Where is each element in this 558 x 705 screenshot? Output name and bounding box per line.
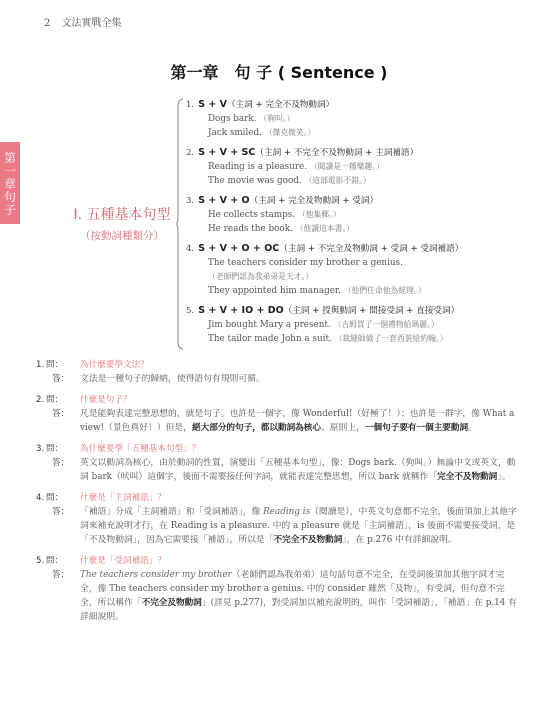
question-marker: 問： — [46, 556, 64, 566]
question-marker: 問： — [46, 395, 64, 405]
question-line — [36, 491, 522, 505]
pattern-number: 4. — [186, 244, 195, 254]
example-english: They appointed him manager. — [208, 286, 341, 296]
example-sentence — [186, 270, 516, 284]
example-english: Jim bought Mary a present. — [208, 320, 331, 330]
example-translation: （傑克微笑。） — [264, 128, 316, 137]
example-sentence — [186, 112, 516, 126]
question-text: 什麼是「受詞補語」？ — [80, 556, 166, 566]
answer-emphasis: 一個句子要有一個主要動詞 — [364, 423, 469, 433]
pattern-number: 3. — [186, 196, 195, 206]
pattern-item — [186, 194, 516, 236]
answer-emphasis: 不完全不及物動詞 — [273, 535, 343, 545]
example-sentence — [186, 332, 516, 346]
example-english: The tailor made John a suit. — [208, 334, 332, 344]
example-sentence — [186, 222, 516, 236]
question-text: 為什麼要學「五種基本句型」？ — [80, 444, 201, 454]
answer-line — [52, 505, 522, 547]
brace-bracket — [176, 98, 184, 350]
book-title: 文法實戰全集 — [61, 18, 122, 29]
example-translation: （他們任命他為經理。） — [343, 286, 426, 295]
example-english: He collects stamps. — [208, 210, 296, 220]
qa-item — [36, 554, 522, 624]
example-english: The teachers consider my brother a genius. — [208, 258, 403, 268]
answer-emphasis: 完全不及物動詞 — [437, 472, 498, 482]
question-marker: 問： — [46, 493, 64, 503]
question-number: 3. — [36, 444, 45, 454]
example-english: Dogs bark. — [208, 114, 257, 124]
question-text: 為什麼要學文法？ — [80, 360, 149, 370]
pattern-heading — [186, 98, 516, 112]
answer-text — [80, 568, 522, 624]
answer-italic: Reading is — [263, 507, 311, 517]
pattern-description: （主詞 + 不完全不及物動詞 + 主詞補語） — [255, 148, 419, 158]
qa-item — [36, 442, 522, 484]
pattern-formula: S + V + SC — [198, 147, 256, 158]
example-english: Reading is a pleasure. — [208, 162, 308, 172]
answer-segment: 」，在 p.276 中有詳細說明。 — [342, 535, 457, 545]
pattern-formula: S + V + O — [198, 195, 250, 206]
pattern-item — [186, 146, 516, 188]
answer-segment: 文法是一種句子的歸納，使得語句有規則可循。 — [80, 374, 265, 384]
side-tab-label: 第一章 句子 — [3, 151, 16, 217]
pattern-description: （主詞 + 完全及物動詞 + 受詞） — [249, 196, 379, 206]
pattern-heading — [186, 242, 516, 256]
answer-segment: 。原則上， — [320, 423, 365, 433]
answer-segment: （老師們認為我弟弟）這句話句意不完全，在受詞後須加其他字詞才完全，像 The teachers consider my brother a genius. 中的 consider 雖然「及物」，有受詞，但句意不完全，所以稱作「 — [80, 570, 505, 608]
pattern-number: 1. — [186, 100, 195, 110]
pattern-formula: S + V + IO + DO — [198, 305, 284, 316]
qa-item — [36, 358, 522, 386]
example-translation: （吉姆買了一個禮物給瑪麗。） — [333, 320, 439, 329]
qa-item — [36, 491, 522, 547]
question-number: 1. — [36, 360, 45, 370]
sentence-patterns-list — [186, 98, 516, 352]
answer-text — [80, 407, 522, 435]
question-number: 5. — [36, 556, 45, 566]
pattern-heading — [186, 146, 516, 160]
answer-segment: 」。 — [497, 472, 511, 482]
chapter-side-tab — [0, 142, 20, 224]
question-label — [36, 554, 80, 568]
section-heading-title: I. 五種基本句型 — [73, 207, 171, 223]
example-english: Jack smiled. — [208, 128, 262, 138]
question-line — [36, 358, 522, 372]
pattern-heading — [186, 194, 516, 208]
answer-label: 答： — [52, 409, 70, 419]
example-sentence — [186, 208, 516, 222]
question-line — [36, 393, 522, 407]
pattern-description: （主詞 + 授與動詞 + 間接受詞 + 直接受詞） — [283, 306, 460, 316]
answer-line — [52, 568, 522, 624]
example-translation: （狗叫。） — [259, 114, 295, 123]
example-translation: （這部電影不錯。） — [304, 176, 371, 185]
answer-segment: 凡是能夠表達完整思想的，就是句子。也許是一個字，像 Wonderful!（好極了！）； — [80, 409, 410, 419]
answer-label: 答： — [52, 507, 70, 517]
section-heading-subtitle: （按動詞種類分） — [80, 230, 164, 242]
qa-section — [36, 358, 522, 624]
answer-text — [80, 372, 522, 386]
example-translation: （老師們認為我弟弟是天才。） — [208, 272, 314, 281]
answer-segment: （閱讀是），中英文句意都不完全，後面須加上其他字詞來補充說明才行，在 Reading is a pleasure. 中的 a pleasure 就是「主詞補語」，is 後面不需要接受詞，是「不及物動詞」，因為它需要接「補語」，所以是「 — [80, 507, 517, 545]
example-translation: （他集郵。） — [297, 210, 341, 219]
page-header — [44, 14, 122, 29]
pattern-number: 2. — [186, 148, 195, 158]
answer-text — [80, 505, 522, 547]
chapter-title: 第一章 句 子 ( Sentence ) — [170, 63, 388, 82]
qa-item — [36, 393, 522, 435]
question-number: 2. — [36, 395, 45, 405]
example-sentence — [186, 174, 516, 188]
question-line — [36, 442, 522, 456]
answer-line — [52, 456, 522, 484]
question-text: 什麼是句子？ — [80, 395, 132, 405]
section-heading — [52, 204, 192, 243]
pattern-item — [186, 242, 516, 298]
answer-emphasis: 不完全及物動詞 — [141, 598, 202, 608]
example-english: He reads the book. — [208, 224, 293, 234]
answer-italic: The teachers consider my brother — [80, 570, 232, 580]
example-sentence — [186, 284, 516, 298]
pattern-number: 5. — [186, 306, 195, 316]
example-english: The movie was good. — [208, 176, 302, 186]
example-sentence — [186, 256, 516, 270]
pattern-description: （主詞 + 完全不及物動詞） — [226, 100, 335, 110]
answer-emphasis: 絕大部分的句子，都以動詞為核心 — [192, 423, 321, 433]
question-label — [36, 393, 80, 407]
question-text: 什麼是「主詞補語」？ — [80, 493, 166, 503]
question-label — [36, 358, 80, 372]
example-sentence — [186, 318, 516, 332]
question-label — [36, 491, 80, 505]
answer-line — [52, 372, 522, 386]
question-marker: 問： — [46, 444, 64, 454]
answer-segment: 英文以動詞為核心，由於動詞的性質，演變出「五種基本句型」，像：Dogs bark.（狗叫。）無論中文或英文，動詞 bark（吠叫）這個字，後面不需要接任何字詞，就能表達完整思想，所以 bark 就稱作「 — [80, 458, 516, 482]
answer-label: 答： — [52, 374, 70, 384]
example-translation: （他讀這本書。） — [295, 224, 355, 233]
page-number: 2 — [44, 18, 51, 29]
answer-text — [80, 456, 522, 484]
question-number: 4. — [36, 493, 45, 503]
example-sentence — [186, 126, 516, 140]
answer-line — [52, 407, 522, 435]
answer-segment: 「補語」分成「主詞補語」和「受詞補語」，像 — [80, 507, 264, 517]
question-label — [36, 442, 80, 456]
answer-label: 答： — [52, 570, 70, 580]
question-marker: 問： — [46, 360, 64, 370]
example-sentence — [186, 160, 516, 174]
answer-segment: 。 — [468, 423, 477, 433]
answer-label: 答： — [52, 458, 70, 468]
pattern-description: （主詞 + 不完全及物動詞 + 受詞 + 受詞補語） — [279, 244, 464, 254]
pattern-item — [186, 98, 516, 140]
example-translation: （裁縫師做了一套西裝給約翰。） — [334, 334, 448, 343]
example-translation: （閱讀是一種樂趣。） — [309, 162, 384, 171]
pattern-heading — [186, 304, 516, 318]
question-line — [36, 554, 522, 568]
answer-segment: 也許是一群字，像 What a view!（景色真好！）但是， — [80, 409, 515, 433]
pattern-item — [186, 304, 516, 346]
answer-segment: 」(詳見 p.277)，對受詞加以補充說明的，叫作「受詞補語」，「補語」在 p.14 有詳細說明。 — [80, 598, 517, 622]
pattern-formula: S + V + O + OC — [198, 243, 280, 254]
pattern-formula: S + V — [198, 99, 227, 110]
